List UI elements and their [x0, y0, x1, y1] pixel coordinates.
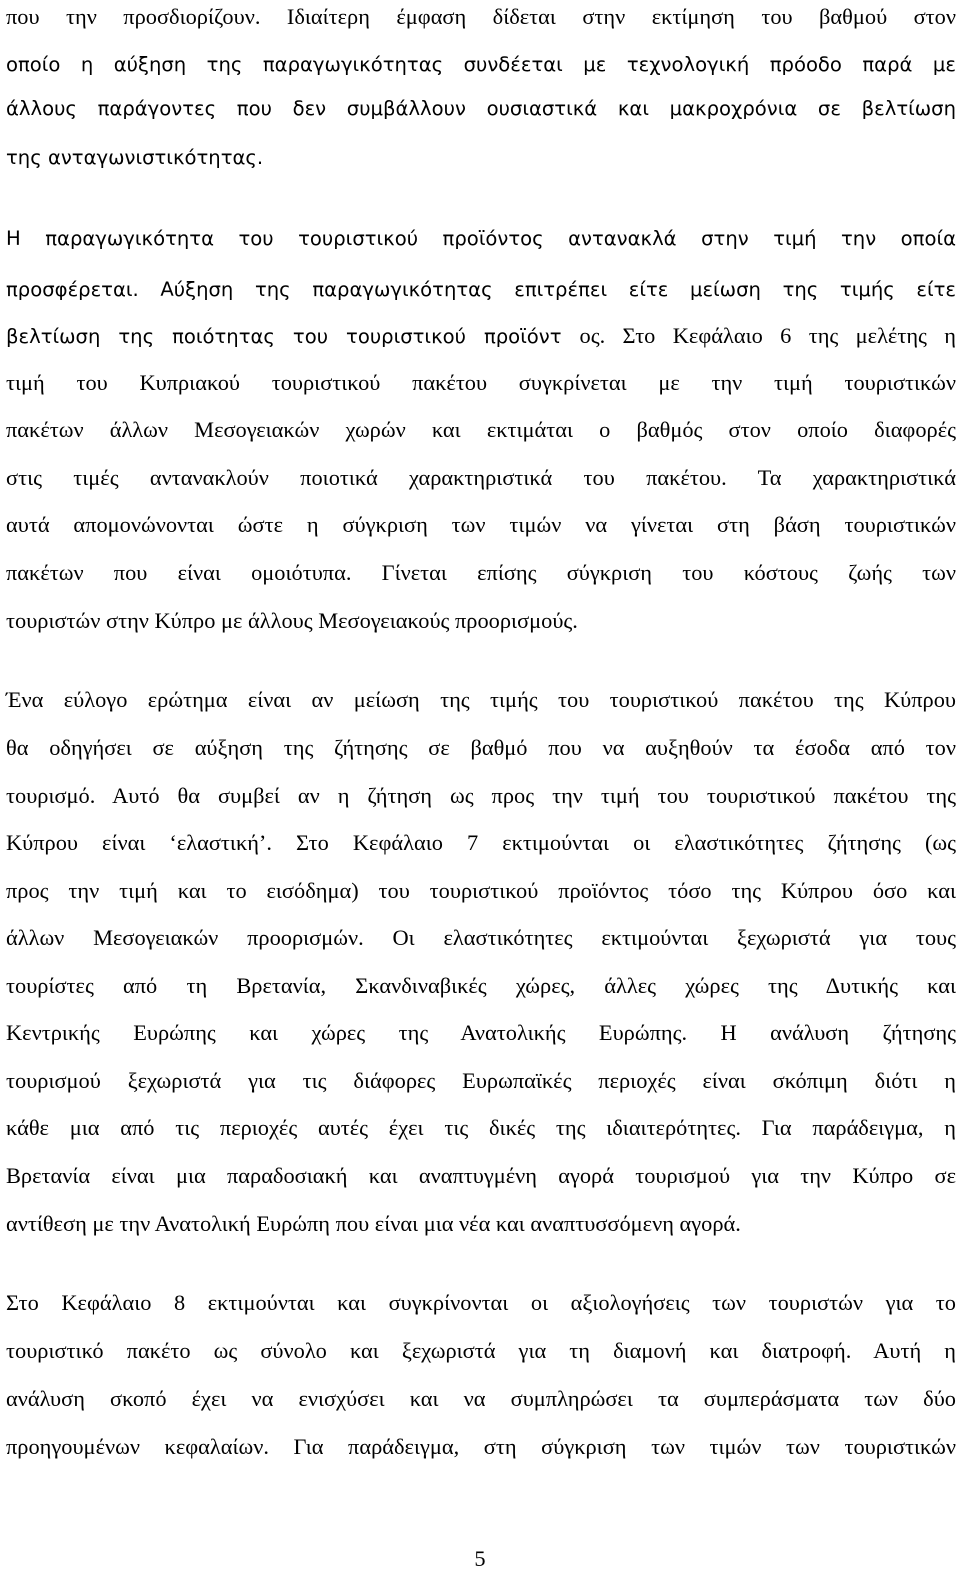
text-line: ανάλυση σκοπό έχει να ενισχύσει και να συμπληρώσει τα συμπεράσματα των δύο	[6, 1386, 956, 1411]
text-line: προς την τιμή και το εισόδημα) του τουριστικού προϊόντος τόσο της Κύπρου όσο και	[6, 878, 956, 903]
text-line: κάθε μια από τις περιοχές αυτές έχει τις δικές της ιδιαιτερότητες. Για παράδειγμα, η	[6, 1115, 956, 1140]
text-line: τουρισμού ξεχωριστά για τις διάφορες Ευρωπαϊκές περιοχές είναι σκόπιμη διότι η	[6, 1068, 956, 1093]
text-line: οποίο η αύξηση της παραγωγικότητας συνδέεται με τεχνολογική πρόοδο παρά με	[6, 53, 956, 76]
text-line: Κύπρου είναι ‘ελαστική’. Στο Κεφάλαιο 7 εκτιμούνται οι ελαστικότητες ζήτησης (ως	[6, 830, 956, 855]
text-line: Ένα εύλογο ερώτημα είναι αν μείωση της τιμής του τουριστικού πακέτου της Κύπρου	[6, 687, 956, 712]
text-line: στις τιμές αντανακλούν ποιοτικά χαρακτηριστικά του πακέτου. Τα χαρακτηριστικά	[6, 465, 956, 490]
text-line: άλλων Μεσογειακών προορισμών. Οι ελαστικότητες εκτιμούνται ξεχωριστά για τους	[6, 925, 956, 950]
text-line: Στο Κεφάλαιο 8 εκτιμούνται και συγκρίνονται οι αξιολογήσεις των τουριστών για το	[6, 1290, 956, 1315]
text-line: Βρετανία είναι μια παραδοσιακή και αναπτυγμένη αγορά τουρισμού για την Κύπρο σε	[6, 1163, 956, 1188]
text-line: τουρισμό. Αυτό θα συμβεί αν η ζήτηση ως προς την τιμή του τουριστικού πακέτου της	[6, 783, 956, 808]
text-line: προσφέρεται. Αύξηση της παραγωγικότητας επιτρέπει είτε μείωση της τιμής είτε	[6, 278, 956, 301]
text-line: άλλους παράγοντες που δεν συμβάλλουν ουσιαστικά και μακροχρόνια σε βελτίωση	[6, 97, 956, 120]
text-line: πακέτων που είναι ομοιότυπα. Γίνεται επίσης σύγκριση του κόστους ζωής των	[6, 560, 956, 585]
text-line: Κεντρικής Ευρώπης και χώρες της Ανατολικής Ευρώπης. Η ανάλυση ζήτησης	[6, 1020, 956, 1045]
text-line: θα οδηγήσει σε αύξηση της ζήτησης σε βαθμό που να αυξηθούν τα έσοδα από τον	[6, 735, 956, 760]
text-line: τιμή του Κυπριακού τουριστικού πακέτου συγκρίνεται με την τιμή τουριστικών	[6, 370, 956, 395]
text-line: Η παραγωγικότητα του τουριστικού προϊόντος αντανακλά στην τιμή την οποία	[6, 227, 956, 250]
text-line: αυτά απομονώνονται ώστε η σύγκριση των τιμών να γίνεται στη βάση τουριστικών	[6, 512, 956, 537]
text-line: προηγουμένων κεφαλαίων. Για παράδειγμα, στη σύγκριση των τιμών των τουριστικών	[6, 1434, 956, 1459]
text-line: τουριστών στην Κύπρο με άλλους Μεσογειακούς προορισμούς.	[6, 608, 578, 633]
text-line: της ανταγωνιστικότητας.	[6, 146, 264, 169]
text-line: βελτίωση της ποιότητας του τουριστικού προϊόντ ος. Στο Κεφάλαιο 6 της μελέτης η	[6, 323, 956, 348]
text-line: αντίθεση με την Ανατολική Ευρώπη που είναι μια νέα και αναπτυσσόμενη αγορά.	[6, 1211, 741, 1236]
page-number: 5	[474, 1546, 486, 1571]
text-line: τουριστικό πακέτο ως σύνολο και ξεχωριστά για τη διαμονή και διατροφή. Αυτή η	[6, 1338, 956, 1363]
text-line: πακέτων άλλων Μεσογειακών χωρών και εκτιμάται ο βαθμός στον οποίο διαφορές	[6, 417, 956, 442]
text-line: που την προσδιορίζουν. Ιδιαίτερη έμφαση δίδεται στην εκτίμηση του βαθμού στον	[6, 4, 956, 29]
text-line: τουρίστες από τη Βρετανία, Σκανδιναβικές χώρες, άλλες χώρες της Δυτικής και	[6, 973, 956, 998]
